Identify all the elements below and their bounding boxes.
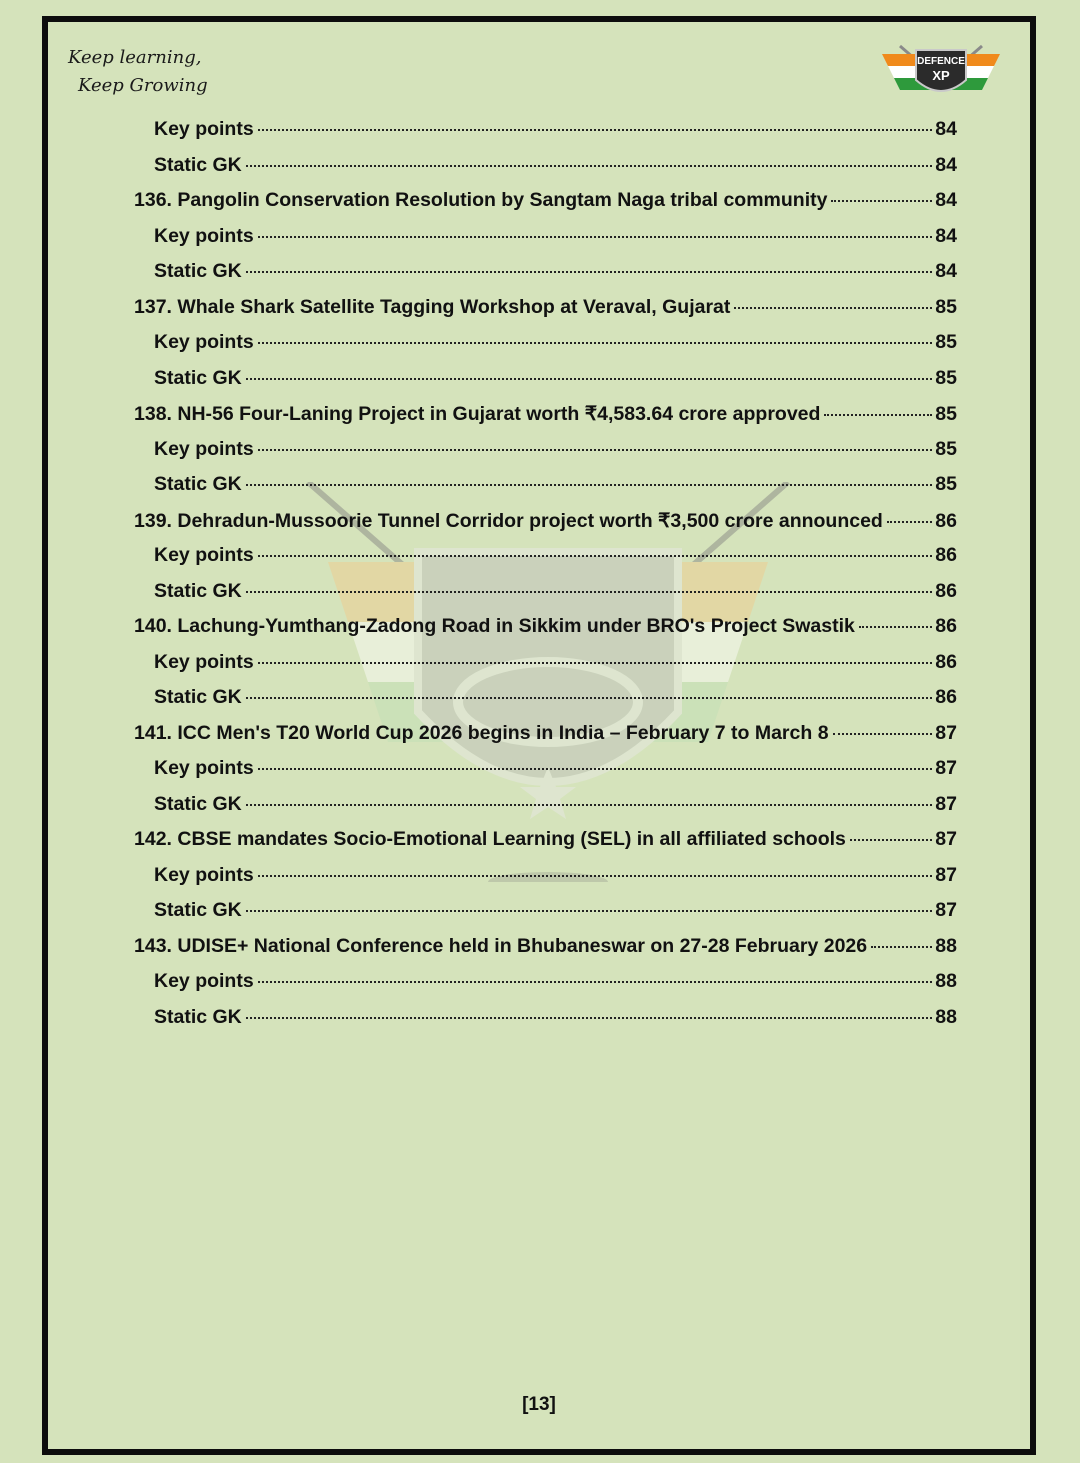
- toc-entry-page: 86: [935, 544, 957, 566]
- toc-entry-title: Key points: [154, 970, 254, 992]
- toc-entry-title: 139. Dehradun-Mussoorie Tunnel Corridor project worth ₹3,500 crore announced: [134, 509, 883, 532]
- toc-entry-page: 85: [935, 437, 957, 460]
- toc-subentry[interactable]: [134, 154, 957, 190]
- dot-leader: [859, 626, 932, 628]
- dot-leader: [258, 236, 933, 238]
- toc-entry-page: 85: [935, 295, 957, 318]
- toc-subentry[interactable]: [134, 899, 957, 935]
- toc-entry[interactable]: [134, 509, 957, 545]
- toc-entry-title: Static GK: [154, 1005, 242, 1028]
- toc-subentry[interactable]: [134, 864, 957, 900]
- toc-entry[interactable]: [134, 189, 957, 225]
- toc-entry-title: Static GK: [154, 579, 242, 602]
- toc-entry[interactable]: [134, 828, 957, 864]
- toc-entry-page: 85: [935, 473, 957, 495]
- dot-leader: [258, 129, 933, 131]
- dot-leader: [258, 981, 933, 983]
- toc-entry[interactable]: [134, 615, 957, 651]
- toc-subentry[interactable]: [134, 473, 957, 509]
- toc-subentry[interactable]: [134, 331, 957, 367]
- toc-entry-title: Key points: [154, 650, 254, 673]
- toc-entry-page: 87: [935, 828, 957, 850]
- dot-leader: [258, 768, 933, 770]
- toc-subentry[interactable]: [134, 118, 957, 154]
- toc-entry-page: 86: [935, 615, 957, 637]
- tagline-line-1: Keep learning,: [68, 47, 202, 68]
- toc-entry-title: Key points: [154, 331, 254, 353]
- toc-entry-title: Static GK: [154, 473, 242, 495]
- tagline: [68, 44, 208, 100]
- tagline-line-2: Keep Growing: [78, 75, 208, 96]
- table-of-contents: [134, 118, 957, 1041]
- dot-leader: [246, 378, 933, 380]
- toc-entry-title: Key points: [154, 118, 254, 140]
- toc-entry-page: 88: [935, 934, 957, 957]
- toc-entry-title: Key points: [154, 863, 254, 886]
- toc-entry-page: 88: [935, 970, 957, 992]
- toc-subentry[interactable]: [134, 686, 957, 722]
- toc-entry-title: Key points: [154, 757, 254, 779]
- toc-entry-page: 87: [935, 757, 957, 779]
- toc-entry[interactable]: [134, 722, 957, 758]
- dot-leader: [258, 342, 933, 344]
- toc-entry-title: Key points: [154, 544, 254, 566]
- toc-entry-page: 87: [935, 899, 957, 921]
- toc-subentry[interactable]: [134, 651, 957, 687]
- dot-leader: [824, 414, 932, 416]
- toc-entry-title: Key points: [154, 224, 254, 247]
- toc-entry-page: 87: [935, 792, 957, 815]
- toc-entry-title: Static GK: [154, 792, 242, 815]
- page-frame: [42, 16, 1036, 1455]
- dot-leader: [258, 875, 933, 877]
- toc-subentry[interactable]: [134, 970, 957, 1006]
- toc-subentry[interactable]: [134, 757, 957, 793]
- toc-entry-title: Static GK: [154, 899, 242, 921]
- toc-entry-page: 86: [935, 686, 957, 708]
- dot-leader: [871, 946, 932, 948]
- defence-xp-logo: [878, 42, 1004, 104]
- toc-entry-page: 87: [935, 863, 957, 886]
- toc-subentry[interactable]: [134, 544, 957, 580]
- toc-subentry[interactable]: [134, 367, 957, 403]
- toc-entry-page: 84: [935, 118, 957, 140]
- toc-entry-page: 84: [935, 189, 957, 211]
- toc-entry-page: 86: [935, 509, 957, 532]
- toc-entry-page: 84: [935, 153, 957, 176]
- toc-entry-title: 143. UDISE+ National Conference held in Bhubaneswar on 27-28 February 2026: [134, 934, 868, 957]
- toc-entry-page: 84: [935, 224, 957, 247]
- toc-entry[interactable]: [134, 296, 957, 332]
- toc-subentry[interactable]: [134, 225, 957, 261]
- toc-entry-page: 86: [935, 579, 957, 602]
- dot-leader: [258, 449, 933, 451]
- logo-subtext: XP: [932, 68, 950, 83]
- dot-leader: [246, 804, 933, 806]
- toc-entry-title: 137. Whale Shark Satellite Tagging Workshop at Veraval, Gujarat: [134, 295, 731, 318]
- toc-entry-title: Static GK: [154, 366, 242, 389]
- toc-subentry[interactable]: [134, 438, 957, 474]
- toc-subentry[interactable]: [134, 260, 957, 296]
- toc-entry-page: 85: [935, 331, 957, 353]
- toc-entry[interactable]: [134, 935, 957, 971]
- dot-leader: [258, 555, 933, 557]
- toc-entry-title: Static GK: [154, 686, 242, 708]
- toc-entry-page: 86: [935, 650, 957, 673]
- toc-entry-page: 88: [935, 1005, 957, 1028]
- dot-leader: [850, 839, 932, 841]
- toc-entry[interactable]: [134, 402, 957, 438]
- dot-leader: [887, 521, 932, 523]
- dot-leader: [258, 662, 933, 664]
- toc-entry-page: 87: [935, 721, 957, 744]
- toc-subentry[interactable]: [134, 793, 957, 829]
- toc-entry-page: 85: [935, 366, 957, 389]
- dot-leader: [246, 271, 933, 273]
- dot-leader: [833, 733, 933, 735]
- dot-leader: [246, 165, 933, 167]
- dot-leader: [246, 484, 933, 486]
- toc-entry-title: 136. Pangolin Conservation Resolution by Sangtam Naga tribal community: [134, 189, 828, 211]
- dot-leader: [246, 1017, 933, 1019]
- logo-text: DEFENCE: [917, 56, 965, 67]
- toc-entry-page: 84: [935, 260, 957, 282]
- dot-leader: [246, 591, 933, 593]
- toc-entry-title: 142. CBSE mandates Socio-Emotional Learning (SEL) in all affiliated schools: [134, 828, 846, 850]
- toc-entry-title: Static GK: [154, 260, 242, 282]
- dot-leader: [246, 697, 933, 699]
- toc-entry-title: 138. NH-56 Four-Laning Project in Gujarat worth ₹4,583.64 crore approved: [134, 403, 821, 425]
- toc-entry-page: 85: [935, 403, 957, 425]
- toc-entry-title: 140. Lachung-Yumthang-Zadong Road in Sikkim under BRO's Project Swastik: [134, 615, 855, 637]
- dot-leader: [831, 200, 932, 202]
- toc-entry-title: Static GK: [154, 153, 242, 176]
- toc-entry-title: Key points: [154, 437, 254, 460]
- dot-leader: [734, 307, 932, 309]
- dot-leader: [246, 910, 933, 912]
- toc-subentry[interactable]: [134, 580, 957, 616]
- toc-entry-title: 141. ICC Men's T20 World Cup 2026 begins in India – February 7 to March 8: [134, 721, 829, 744]
- toc-subentry[interactable]: [134, 1006, 957, 1042]
- page-number: [13]: [522, 1394, 556, 1415]
